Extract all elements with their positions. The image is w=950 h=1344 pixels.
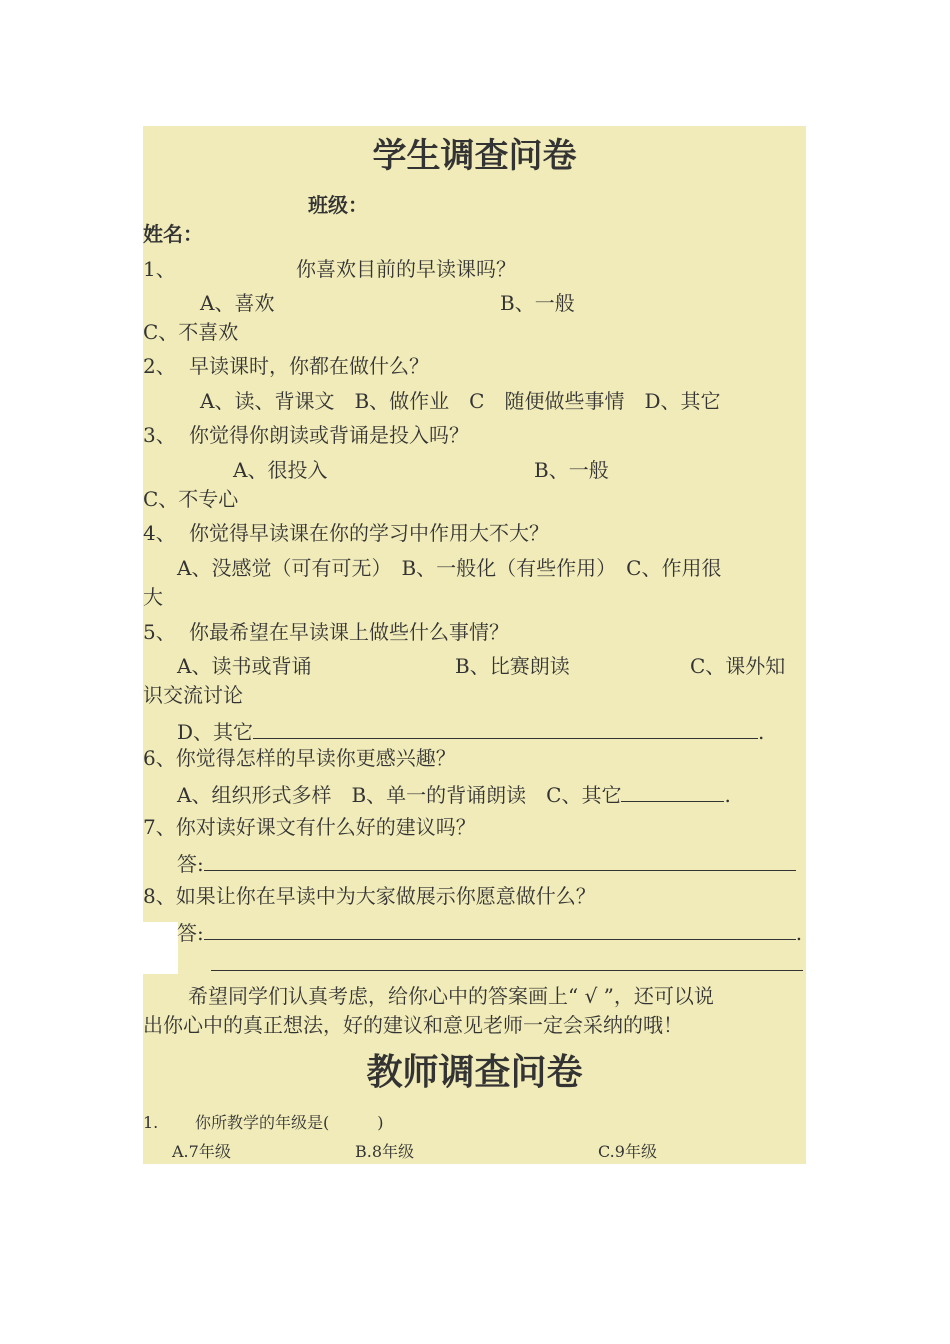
tq1-option-c: C.9年级 — [598, 1142, 657, 1161]
tq1-text: 你所教学的年级是( ) — [195, 1113, 384, 1132]
q5-option-c-cont: 识交流讨论 — [143, 683, 243, 707]
q8-answer-label: 答: — [177, 921, 204, 945]
q6-options: A、组织形式多样 B、单一的背诵朗读 C、其它 — [177, 783, 622, 807]
q6-other-blank[interactable] — [621, 781, 724, 802]
q7-answer-label: 答: — [177, 852, 204, 876]
q7-text: 7、你对读好课文有什么好的建议吗？ — [143, 815, 476, 839]
q3-option-c: C、不专心 — [143, 487, 239, 511]
q2-text: 早读课时，你都在做什么？ — [189, 354, 429, 378]
q4-number: 4、 — [143, 521, 176, 545]
name-label: 姓名： — [143, 222, 203, 246]
q7-answer — [177, 850, 796, 876]
q5-option-b: B、比赛朗读 — [455, 654, 570, 678]
q8-period: . — [795, 921, 803, 945]
questionnaire-sheet — [143, 126, 806, 1164]
student-survey-title: 学生调查问卷 — [372, 136, 577, 176]
q5-text: 你最希望在早读课上做些什么事情？ — [189, 620, 509, 644]
q7-answer-blank[interactable] — [204, 850, 796, 871]
q8-answer-blank[interactable] — [204, 919, 796, 940]
q3-option-a: A、很投入 — [233, 458, 328, 482]
q8-answer — [177, 919, 802, 945]
q3-number: 3、 — [143, 423, 176, 447]
q4-options-line1: A、没感觉（可有可无） B、一般化（有些作用） C、作用很 — [177, 556, 722, 580]
q5-option-c: C、课外知 — [690, 654, 786, 678]
q8-answer-blank-2[interactable] — [211, 970, 803, 971]
q1-option-a: A、喜欢 — [200, 291, 275, 315]
q1-text: 你喜欢目前的早读课吗？ — [296, 257, 516, 281]
q6-period: . — [724, 783, 731, 807]
q2-number: 2、 — [143, 354, 176, 378]
white-gap — [143, 922, 178, 974]
q1-number: 1、 — [143, 257, 176, 281]
q5-number: 5、 — [143, 620, 176, 644]
q8-text: 8、如果让你在早读中为大家做展示你愿意做什么？ — [143, 884, 596, 908]
tq1-option-a: A.7年级 — [172, 1142, 231, 1161]
q5-other-blank[interactable] — [253, 718, 758, 739]
q6-options-line — [177, 781, 731, 807]
q5-option-a: A、读书或背诵 — [177, 654, 312, 678]
tq1-option-b: B.8年级 — [355, 1142, 415, 1161]
teacher-survey-title: 教师调查问卷 — [366, 1052, 583, 1093]
q5-period: . — [758, 720, 765, 744]
q6-text: 6、你觉得怎样的早读你更感兴趣？ — [143, 746, 456, 770]
q5-option-d — [177, 718, 764, 744]
tq1-number: 1. — [143, 1113, 159, 1132]
closing-line-1: 希望同学们认真考虑，给你心中的答案画上“ √ ”，还可以说 — [188, 984, 714, 1008]
q4-text: 你觉得早读课在你的学习中作用大不大？ — [189, 521, 549, 545]
q4-options-line2: 大 — [143, 585, 163, 609]
q3-option-b: B、一般 — [534, 458, 609, 482]
q1-option-b: B、一般 — [500, 291, 575, 315]
class-label: 班级： — [308, 193, 368, 217]
q3-text: 你觉得你朗读或背诵是投入吗？ — [189, 423, 469, 447]
q2-options: A、读、背课文 B、做作业 C 随便做些事情 D、其它 — [200, 389, 721, 413]
closing-line-2: 出你心中的真正想法，好的建议和意见老师一定会采纳的哦！ — [143, 1013, 683, 1037]
q1-option-c: C、不喜欢 — [143, 320, 239, 344]
q5-option-d-label: D、其它 — [177, 720, 254, 744]
